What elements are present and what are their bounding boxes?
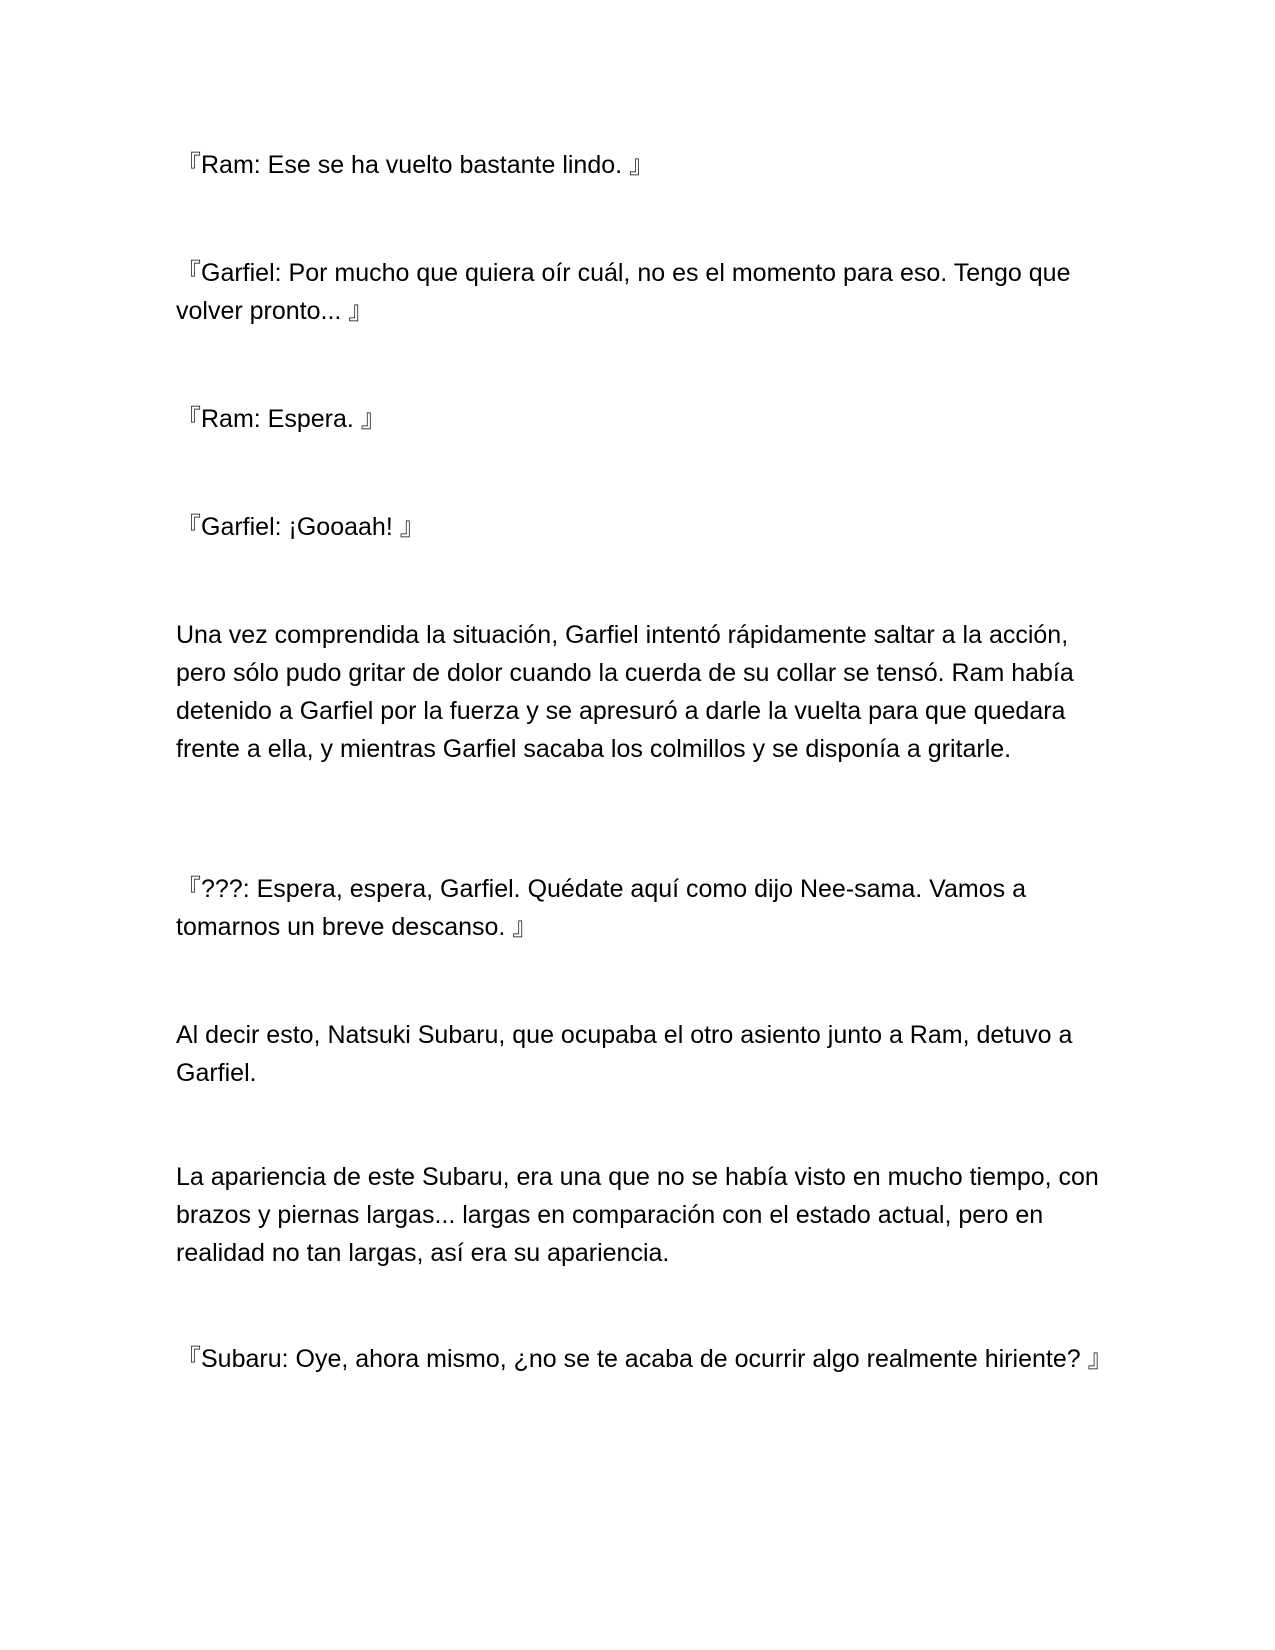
- narration-paragraph-3: La apariencia de este Subaru, era una que no se había visto en mucho tiempo, con brazos y piernas largas... largas en comparación con el estado actual, pero en realidad no tan largas, así era su apariencia.: [176, 1163, 1099, 1267]
- dialogue-garfiel-2: 『Garfiel: ¡Gooaah! 』: [176, 513, 425, 541]
- dialogue-unknown: 『???: Espera, espera, Garfiel. Quédate aquí como dijo Nee-sama. Vamos a tomarnos un breve descanso. 』: [176, 875, 1026, 941]
- narration-paragraph-1: Una vez comprendida la situación, Garfiel intentó rápidamente saltar a la acción, pero sólo pudo gritar de dolor cuando la cuerda de su collar se tensó. Ram había detenido a Garfiel por la fuerza y se apresuró a darle la vuelta para que quedara frente a ella, y mientras Garfiel sacaba los colmillos y se disponía a gritarle.: [176, 621, 1074, 763]
- dialogue-subaru: 『Subaru: Oye, ahora mismo, ¿no se te acaba de ocurrir algo realmente hiriente? 』: [176, 1345, 1113, 1373]
- dialogue-garfiel-1: 『Garfiel: Por mucho que quiera oír cuál, no es el momento para eso. Tengo que volver pronto... 』: [176, 259, 1071, 325]
- narration-paragraph-2: Al decir esto, Natsuki Subaru, que ocupaba el otro asiento junto a Ram, detuvo a Garfiel.: [176, 1021, 1073, 1087]
- dialogue-ram-2: 『Ram: Espera. 』: [176, 405, 386, 433]
- dialogue-ram-1: 『Ram: Ese se ha vuelto bastante lindo. 』: [176, 151, 655, 179]
